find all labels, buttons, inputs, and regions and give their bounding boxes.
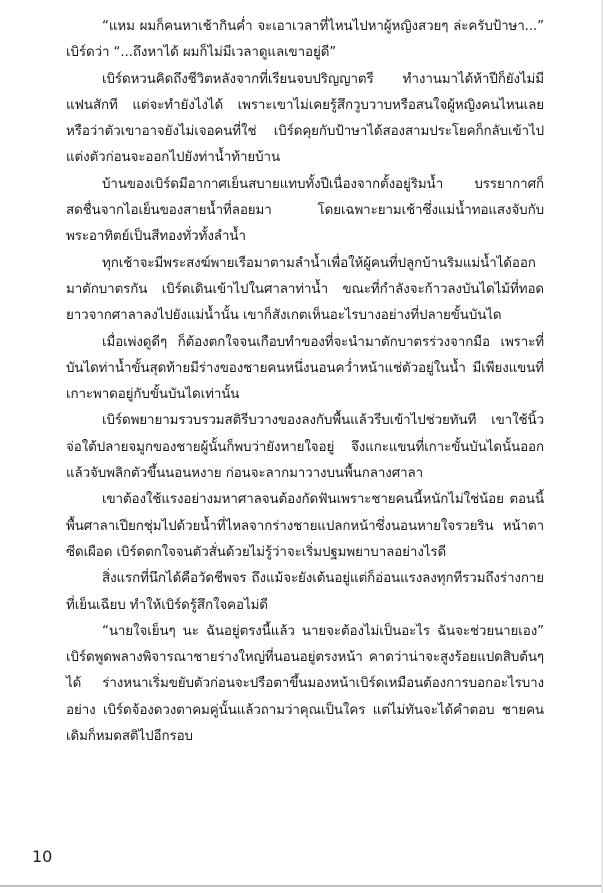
paragraph-6: เบิร์ดพยายามรวบรวมสติรีบวางของลงกับพื้นแล้วรีบเข้าไปช่วยทันที เขาใช้นิ้วจ่อใต้ปลายจมูกของชายผู้นั้นก็พบว่ายังหายใจอยู่ จึงแกะแขนที่เกาะขั้นบันไดนั้นออกแล้วจับพลิกตัวขึ้นนอนหงาย ก่อนจะลากมาวางบนพื้นกลางศาลา [66,413,544,482]
paragraph-8: สิ่งแรกที่นึกได้คือวัดชีพจร ถึงแม้จะยังเต้นอยู่แต่ก็อ่อนแรงลงทุกทีรวมถึงร่างกายที่เย็นเฉียบ ทำให้เบิร์ดรู้สึกใจคอไม่ดี [66,571,544,613]
page-number: 10 [32,847,53,866]
paragraph-7: เขาต้องใช้แรงอย่างมหาศาลจนต้องกัดฟันเพราะชายคนนี้หนักไม่ใช่น้อย ตอนนี้พื้นศาลาเปียกชุ่มไปด้วยน้ำที่ไหลจากร่างชายแปลกหน้าซึ่งนอนหายใจรวยริน หน้าตาซีดเผือด เบิร์ดตกใจจนตัวสั่นด้วยไม่รู้ว่าจะเริ่มปฐมพยาบาลอย่างไรดี [66,492,544,560]
paragraph-9: “นายใจเย็นๆ นะ ฉันอยู่ตรงนี้แล้ว นายจะต้องไม่เป็นอะไร ฉันจะช่วยนายเอง” เบิร์ดพูดพลางพิจารณาชายร่างใหญ่ที่นอนอยู่ตรงหน้า คาดว่าน่าจะสูงร้อยแปดสิบต้นๆ ได้ ร่างหนาเริ่มขยับตัวก่อนจะปรือตาขึ้นมองหน้าเบิร์ดเหมือนต้องการบอกอะไรบางอย่าง เบิร์ดจ้องดวงตาคมคู่นั้นแล้วถามว่าคุณเป็นใคร แต่ไม่ทันจะได้คำตอบ ชายคนเดิมก็หมดสติไปอีกรอบ [66,623,544,745]
paragraph-5: เมื่อเพ่งดูดีๆ ก็ต้องตกใจจนเกือบทำของที่จะนำมาตักบาตรร่วงจากมือ เพราะที่บันไดท่าน้ำขั้นสุดท้ายมีร่างของชายคนหนึ่งนอนคว่ำหน้าแช่ตัวอยู่ในน้ำ มีเพียงแขนที่เกาะพาดอยู่กับขั้นบันไดเท่านั้น [66,334,544,403]
paragraph-1: “แหม ผมก็คนหาเช้ากินค่ำ จะเอาเวลาที่ไหนไปหาผู้หญิงสวยๆ ล่ะครับป้าษา...” เบิร์ดว่า “...ถึงหาได้ ผมก็ไม่มีเวลาดูแลเขาอยู่ดี” [66,19,544,61]
paragraph-3: บ้านของเบิร์ดมีอากาศเย็นสบายแทบทั้งปีเนื่องจากตั้งอยู่ริมน้ำ บรรยากาศก็สดชื่นจากไอเย็นของสายน้ำที่ลอยมา โดยเฉพาะยามเช้าซึ่งแม่น้ำทอแสงจับกับพระอาทิตย์เป็นสีทองทั่วทั้งลำน้ำ [66,176,544,245]
page-body [66,14,544,750]
page-edge-divider [0,885,603,887]
paragraph-2: เบิร์ดหวนคิดถึงชีวิตหลังจากที่เรียนจบปริญญาตรี ทำงานมาได้ห้าปีก็ยังไม่มีแฟนสักที แต่จะทำยังไงได้ เพราะเขาไม่เคยรู้สึกวูบวาบหรือสนใจผู้หญิงคนไหนเลย หรือว่าตัวเขาอาจยังไม่เจอคนที่ใช่ เบิร์ดคุยกับป้าษาได้สองสามประโยคก็กลับเข้าไปแต่งตัวก่อนจะออกไปยังท่าน้ำท้ายบ้าน [66,71,544,166]
paragraph-4: ทุกเช้าจะมีพระสงฆ์พายเรือมาตามลำน้ำเพื่อให้ผู้คนที่ปลูกบ้านริมแม่น้ำได้ออกมาตักบาตรกัน เบิร์ดเดินเข้าไปในศาลาท่าน้ำ ขณะที่กำลังจะก้าวลงบันไดไม้ที่ทอดยาวจากศาลาลงไปยังแม่น้ำนั้น เขาก็สังเกตเห็นอะไรบางอย่างที่ปลายขั้นบันได [66,255,544,324]
